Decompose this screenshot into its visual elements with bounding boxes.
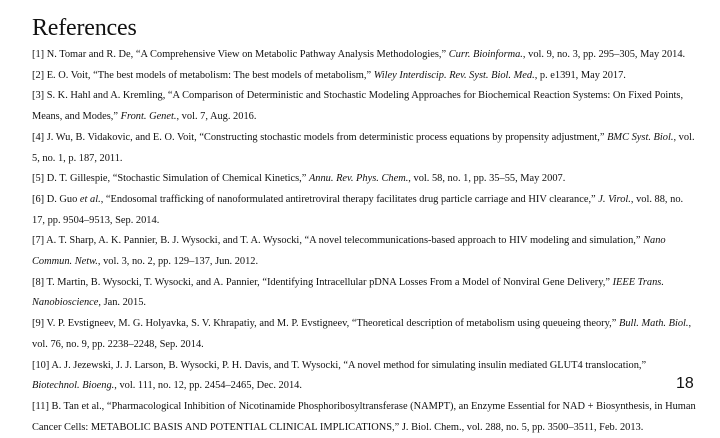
- reference-journal: Bull. Math. Biol.: [618, 318, 689, 330]
- reference-text: [8] T. Martin, B. Wysocki, T. Wysocki, and A. Pannier, “Identifying Intracellular pDNA Losses From a Model of Nonviral Gene Delivery,”: [32, 276, 613, 288]
- reference-details: , vol. 3, no. 2, pp. 129–137, Jun. 2012.: [97, 256, 259, 268]
- reference-journal: BMC Syst. Biol.: [607, 131, 674, 143]
- reference-text: [1] N. Tomar and R. De, “A Comprehensive View on Metabolic Pathway Analysis Methodologies,”: [32, 49, 449, 60]
- reference-journal: J. Virol.: [598, 193, 631, 205]
- reference-item-6: [32, 190, 696, 231]
- reference-item-2: [32, 66, 696, 87]
- reference-item-10: [32, 356, 696, 397]
- reference-details: , vol. 5, no. 1, p. 187, 2011.: [32, 131, 695, 164]
- reference-item-7: [32, 231, 696, 272]
- reference-text: [3] S. K. Hahl and A. Kremling, “A Comparison of Deterministic and Stochastic Modeling Approaches for Biochemical Reaction Systems: On Fixed Points, Means, and Modes,”: [32, 90, 684, 123]
- reference-journal: Curr. Bioinforma.: [448, 49, 523, 60]
- reference-text: , “Endosomal trafficking of nanoformulated antiretroviral therapy facilitates drug particle carriage and HIV clearance,”: [100, 193, 599, 205]
- reference-text: [7] A. T. Sharp, A. K. Pannier, B. J. Wysocki, and T. A. Wysocki, “A novel telecommunications-based approach to HIV modeling and simulation,”: [32, 235, 644, 247]
- reference-details: , Jan. 2015.: [98, 297, 146, 309]
- reference-item-9: [32, 314, 696, 355]
- reference-details: , vol. 7, Aug. 2016.: [176, 111, 257, 123]
- reference-details: , vol. 9, no. 3, pp. 295–305, May 2014.: [522, 49, 686, 60]
- reference-text: [9] V. P. Evstigneev, M. G. Holyavka, S. V. Khrapatiy, and M. P. Evstigneev, “Theoretical description of metabolism using queueing theory,”: [32, 318, 619, 330]
- reference-text: [2] E. O. Voit, “The best models of metabolism: The best models of metabolism,”: [32, 69, 374, 81]
- reference-journal: IEEE Trans. Nanobioscience: [32, 276, 664, 309]
- reference-details: , p. e1391, May 2017.: [534, 69, 626, 81]
- reference-text: [6] D. Guo: [32, 193, 80, 205]
- reference-details: , vol. 88, no. 17, pp. 9504–9513, Sep. 2014.: [32, 193, 684, 226]
- reference-item-5: [32, 169, 696, 190]
- reference-details: , vol. 111, no. 12, pp. 2454–2465, Dec. 2014.: [114, 380, 302, 392]
- reference-text: [10] A. J. Jezewski, J. J. Larson, B. Wysocki, P. H. Davis, and T. Wysocki, “A novel method for simulating insulin mediated GLUT4 translocation,”: [32, 359, 647, 371]
- reference-etal: et al.: [79, 193, 101, 205]
- reference-journal: Wiley Interdiscip. Rev. Syst. Biol. Med.: [373, 69, 535, 81]
- reference-details: , vol. 58, no. 1, pp. 35–55, May 2007.: [408, 173, 566, 185]
- page-number: 18: [676, 375, 694, 392]
- reference-text: [5] D. T. Gillespie, “Stochastic Simulation of Chemical Kinetics,”: [32, 173, 309, 185]
- slide-title: References: [32, 15, 137, 41]
- reference-details: , vol. 76, no. 9, pp. 2238–2248, Sep. 2014.: [32, 318, 692, 350]
- reference-journal: Front. Genet.: [120, 111, 177, 123]
- reference-journal: Annu. Rev. Phys. Chem.: [308, 173, 409, 185]
- reference-text: [4] J. Wu, B. Vidakovic, and E. O. Voit, “Constructing stochastic models from deterministic process equations by propensity adjustment,”: [32, 131, 608, 143]
- reference-item-8: [32, 273, 696, 314]
- reference-text: [11] B. Tan et al., “Pharmacological Inhibition of Nicotinamide Phosphoribosyltransferase (NAMPT), an Enzyme Essential for NAD + Biosynthesis, in Human Cancer Cells: METABOLIC BASIS AND POTENTIAL CLINICAL IMPLICATIONS,” J. Biol. Chem., vol. 288, no. 5, pp. 3500–3511, Feb. 2013.: [32, 400, 696, 433]
- reference-journal: Nano Commun. Netw.: [32, 235, 666, 268]
- reference-item-4: [32, 128, 696, 169]
- reference-list: [32, 45, 696, 438]
- reference-item-1: [32, 45, 696, 66]
- reference-item-11: [32, 397, 696, 438]
- reference-item-3: [32, 86, 696, 127]
- reference-journal: Biotechnol. Bioeng.: [32, 380, 115, 392]
